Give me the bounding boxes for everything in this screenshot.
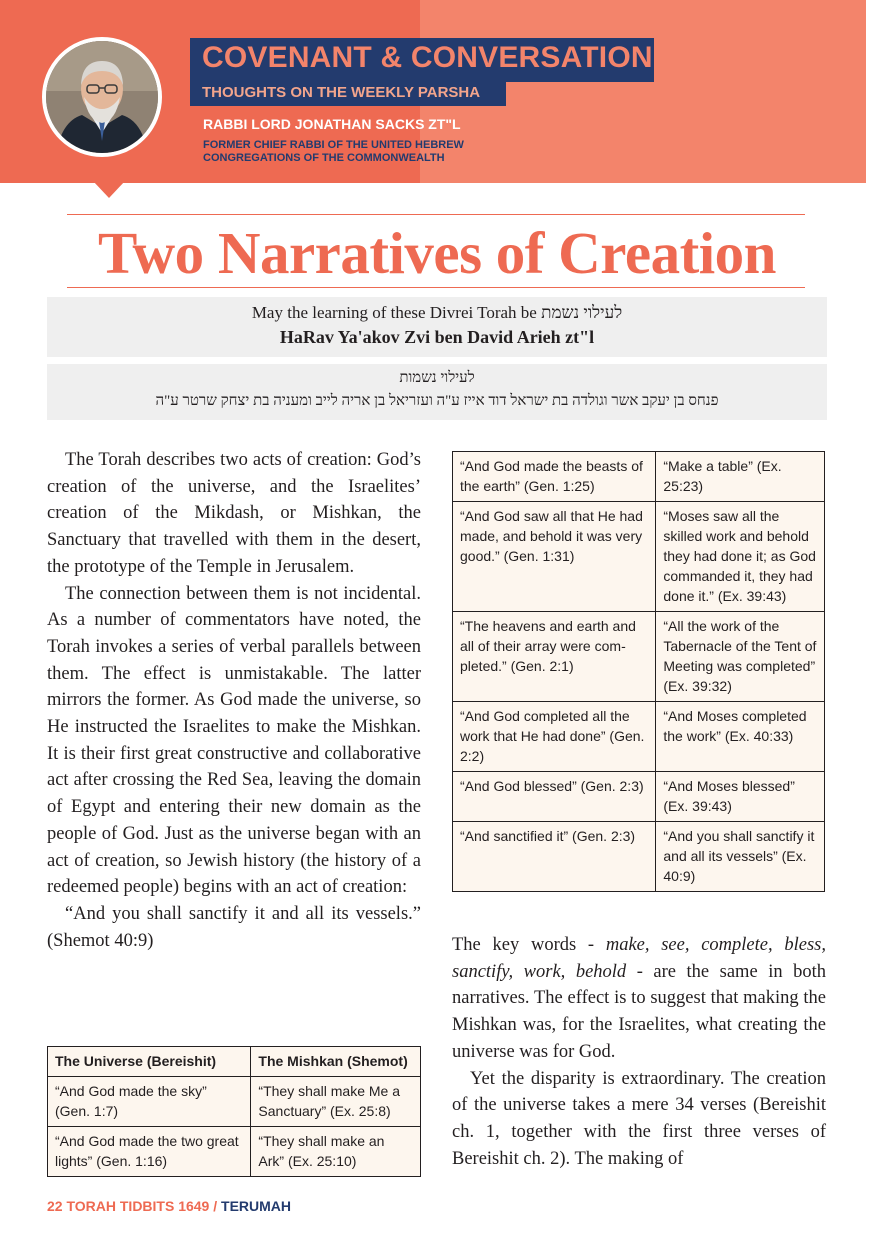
table-cell: “And sanctified it” (Gen. 2:3) xyxy=(453,822,656,892)
table-row xyxy=(48,1127,421,1177)
column-subtitle-box xyxy=(190,82,506,106)
table-cell: “All the work of the Tabernacle of the Tent of Meeting was completed” (Ex. 39:32) xyxy=(656,612,825,702)
article-title: Two Narratives of Creation xyxy=(98,220,776,286)
table-cell: “They shall make an Ark” (Ex. 25:10) xyxy=(251,1127,421,1177)
footer-parsha: TERUMAH xyxy=(221,1198,292,1214)
footer-separator: / xyxy=(209,1198,222,1214)
hebrew-dedication-box xyxy=(47,364,827,420)
table-cell: “And Moses completed the work” (Ex. 40:33) xyxy=(656,702,825,772)
table-cell: “And God made the sky” (Gen. 1:7) xyxy=(48,1077,251,1127)
table-cell: “Moses saw all the skilled work and behold they had done it; as God commanded it, they had done it.” (Ex. 39:43) xyxy=(656,502,825,612)
table-cell: “They shall make Me a Sanctuary” (Ex. 25:8) xyxy=(251,1077,421,1127)
author-portrait-image xyxy=(46,41,158,153)
dedication-line1: May the learning of these Divrei Torah be לעילוי נשמת xyxy=(251,303,623,322)
keywords-suffix: - are the same in both narratives. The effect is to suggest that making the Mishkan was, for the Israelites, what creating the universe was for God. xyxy=(452,961,826,1062)
keywords-list: make, see, complete, bless, sanctify, work, behold xyxy=(452,935,826,982)
table-row xyxy=(453,702,825,772)
table-header-universe: The Universe (Bereishit) xyxy=(48,1047,251,1077)
comparison-table-right xyxy=(452,451,825,892)
table-cell: “And God blessed” (Gen. 2:3) xyxy=(453,772,656,822)
title-rule-top xyxy=(67,214,805,215)
table-row xyxy=(453,612,825,702)
table-row xyxy=(453,772,825,822)
table-cell: “And God made the beasts of the earth” (Gen. 1:25) xyxy=(453,452,656,502)
title-rule-bottom xyxy=(67,287,805,288)
table-row xyxy=(48,1077,421,1127)
author-role xyxy=(203,139,464,165)
body-paragraph xyxy=(452,932,826,1066)
body-paragraph: “And you shall sanctify it and all its vessels.” (Shemot 40:9) xyxy=(47,903,421,951)
table-header-row xyxy=(48,1047,421,1077)
column-title: COVENANT & CONVERSATION xyxy=(202,41,653,74)
column-subtitle: THOUGHTS ON THE WEEKLY PARSHA xyxy=(202,84,481,101)
body-paragraph: The Torah describes two acts of creation: God’s creation of the universe, and the Israelites’ creation of the Mikdash, or Mishkan, the Sanctuary that travelled with them in the desert, the prototype of the Temple in Jerusalem. xyxy=(47,450,421,577)
dedication-box xyxy=(47,297,827,357)
body-paragraph: The connection between them is not incidental. As a number of commentators have noted, the Torah invokes a series of verbal parallels between them. The effect is unmistakable. The latter mirrors the former. As God made the universe, so He instructed the Israelites to make the Mishkan. It is their first great constructive and collaborative act after crossing the Red Sea, leaving the domain of Egypt and entering their new domain as the people of God. Just as the universe began with an act of creation, so Jewish history (the history of a redeemed people) begins with an act of creation: xyxy=(47,583,421,898)
body-column-right xyxy=(452,932,826,1172)
table-cell: “The heavens and earth and all of their array were completed.” (Gen. 2:1) xyxy=(453,612,656,702)
table-cell: “And God completed all the work that He had done” (Gen. 2:2) xyxy=(453,702,656,772)
comparison-table-left xyxy=(47,1046,421,1177)
keywords-prefix: The key words - xyxy=(452,935,606,955)
author-name: RABBI LORD JONATHAN SACKS ZT"L xyxy=(203,116,461,132)
page-footer xyxy=(47,1198,291,1214)
hebrew-dedication-line2: פנחס בן יעקב אשר וגולדה בת ישראל דוד אייז ע"ה ועזריאל בן אריה לייב ומעניה בת יצחק שרטר ע"ה xyxy=(155,393,719,409)
table-cell: “Make a table” (Ex. 25:23) xyxy=(656,452,825,502)
table-header-mishkan: The Mishkan (Shemot) xyxy=(251,1047,421,1077)
dedication-line2: HaRav Ya'akov Zvi ben David Arieh zt"l xyxy=(279,327,595,347)
header-pointer xyxy=(93,181,125,198)
body-paragraph: Yet the disparity is extraordinary. The creation of the universe takes a mere 34 verses (Bereishit ch. 1, together with the first three verses of Bereishit ch. 2). The making of xyxy=(452,1068,826,1169)
footer-publication: 22 TORAH TIDBITS 1649 xyxy=(47,1198,210,1214)
body-column-left xyxy=(47,447,421,954)
table-cell: “And God made the two great lights” (Gen. 1:16) xyxy=(48,1127,251,1177)
column-title-box xyxy=(190,38,654,82)
table-row xyxy=(453,502,825,612)
table-row xyxy=(453,822,825,892)
table-row xyxy=(453,452,825,502)
author-role-line1: FORMER CHIEF RABBI OF THE UNITED HEBREW xyxy=(203,139,464,151)
table-cell: “And Moses blessed” (Ex. 39:43) xyxy=(656,772,825,822)
author-portrait xyxy=(42,37,162,157)
table-cell: “And you shall sanctify it and all its vessels” (Ex. 40:9) xyxy=(656,822,825,892)
author-role-line2: CONGREGATIONS OF THE COMMONWEALTH xyxy=(203,152,445,164)
table-cell: “And God saw all that He had made, and behold it was very good.” (Gen. 1:31) xyxy=(453,502,656,612)
hebrew-dedication-line1: לעילוי נשמות xyxy=(399,370,475,386)
